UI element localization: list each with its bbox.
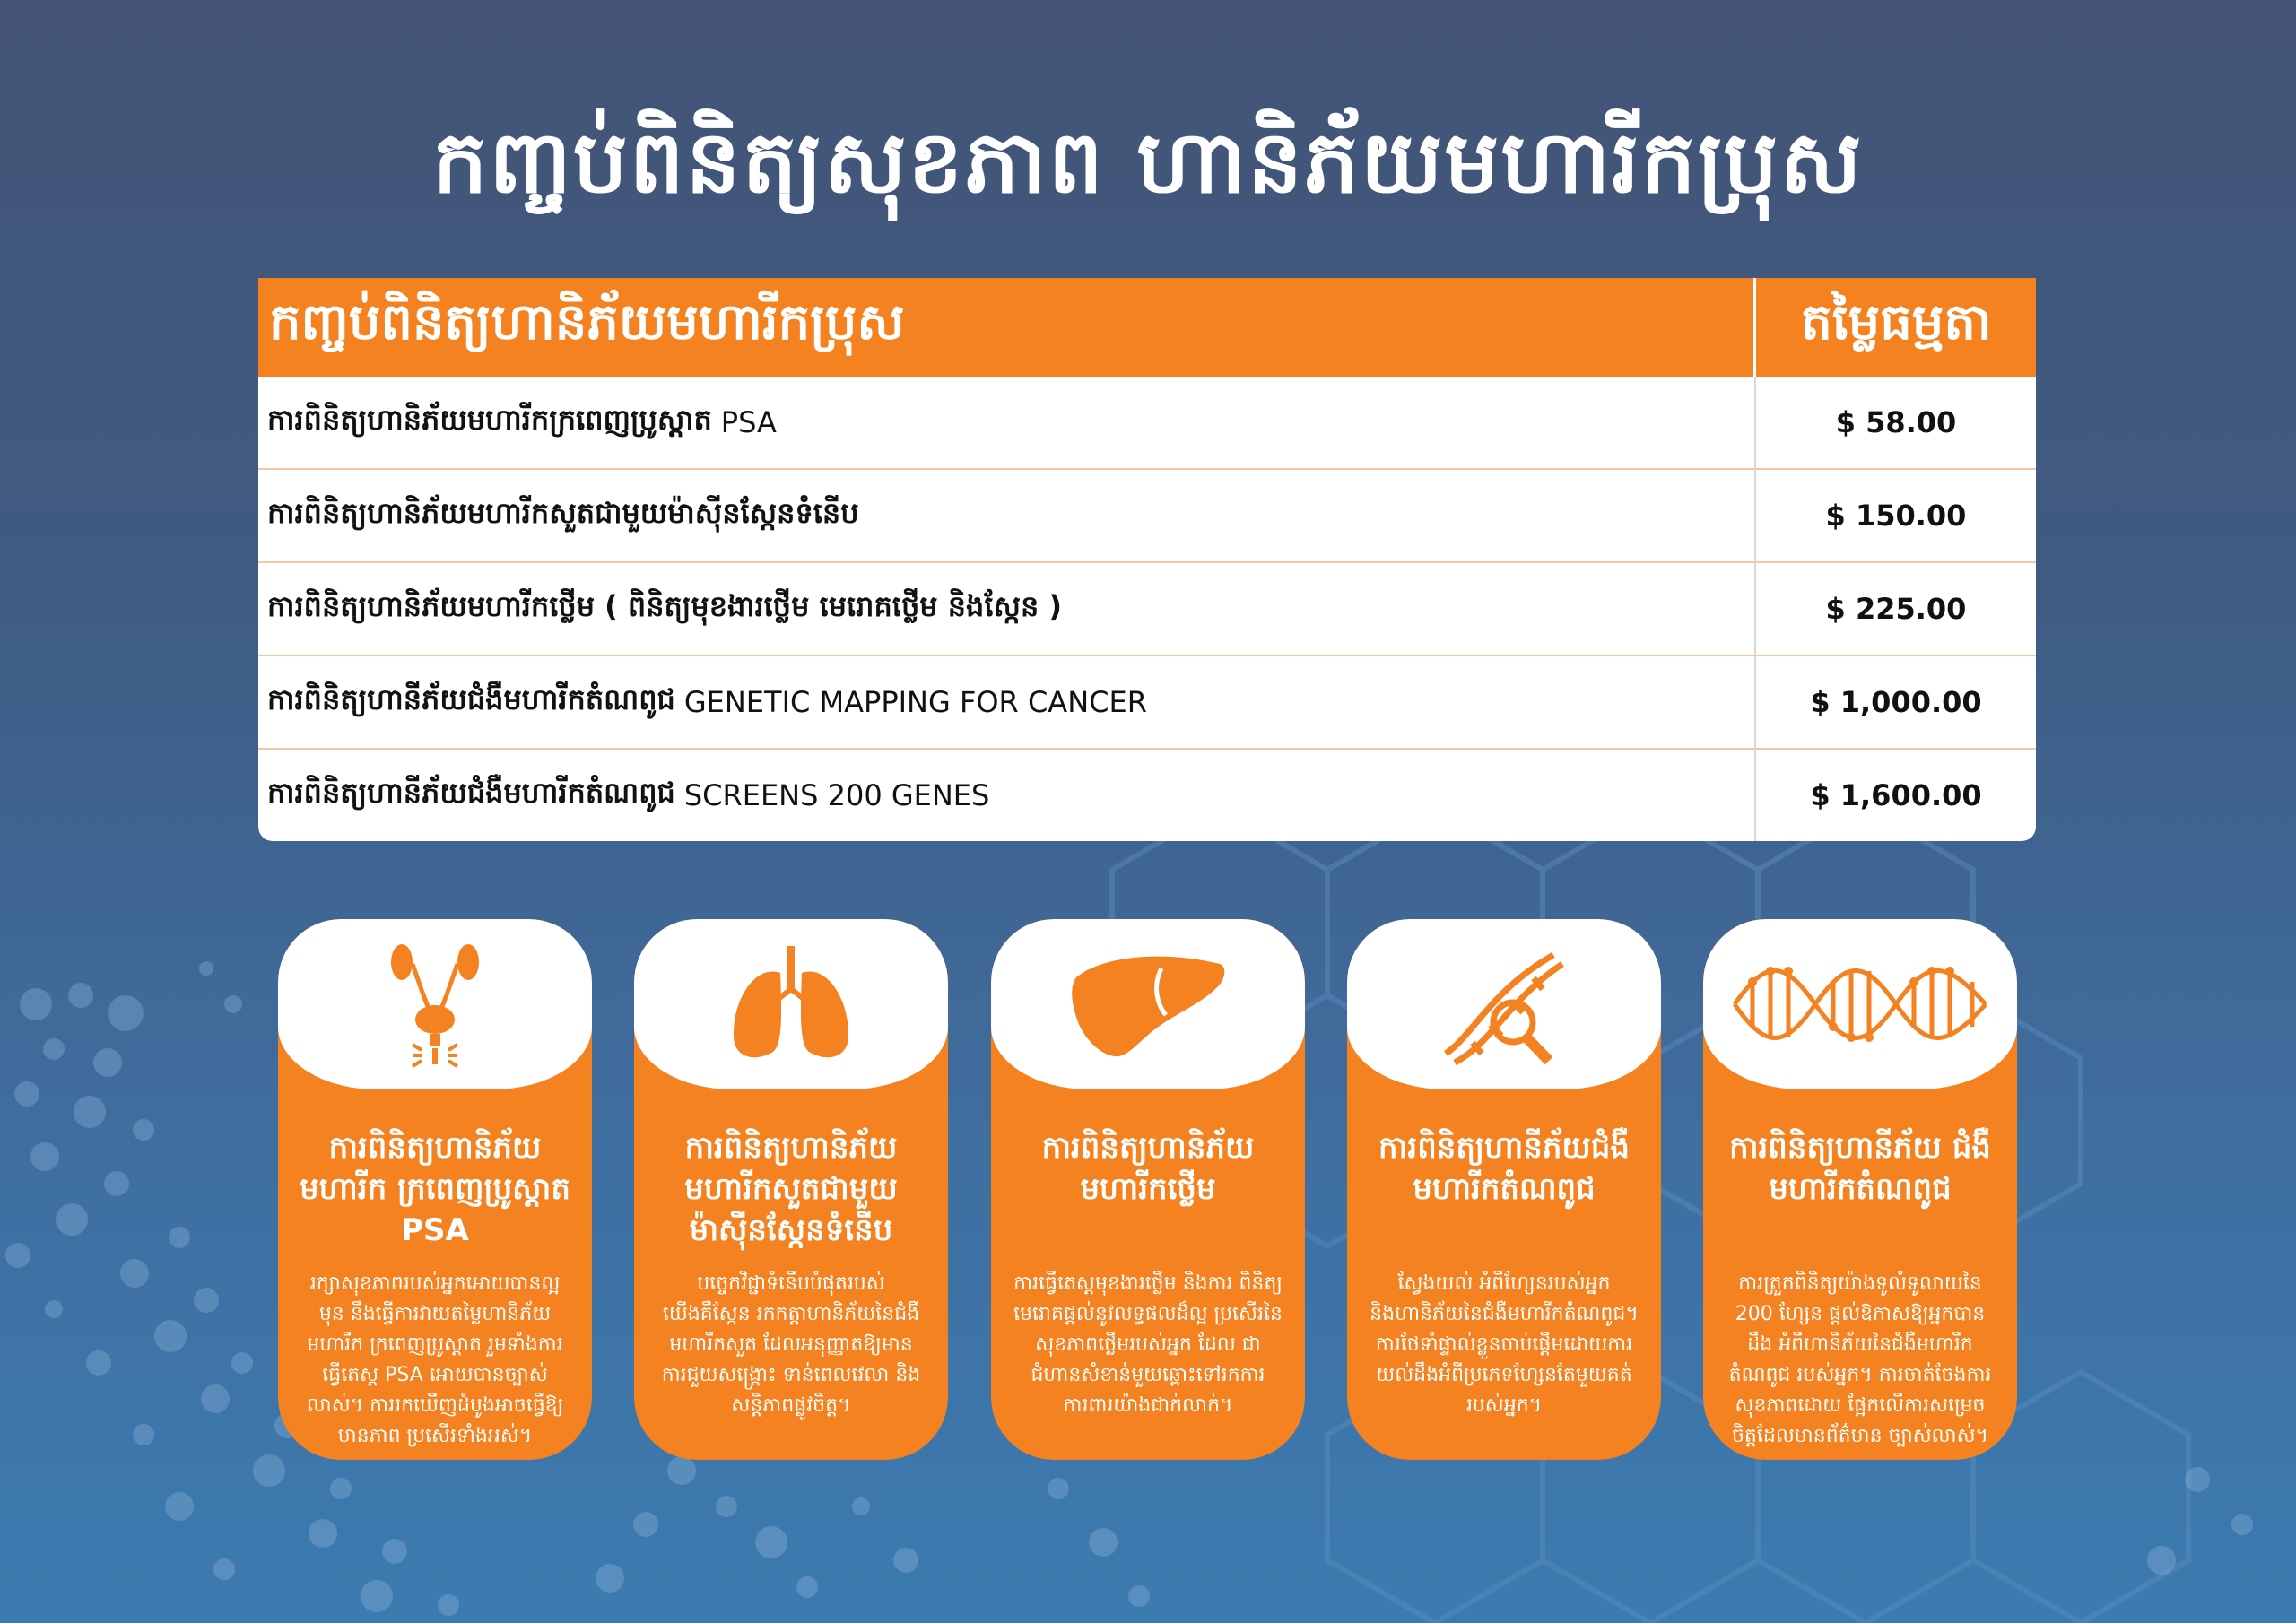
dna-strand-icon (1730, 955, 1990, 1054)
row-name-km: ការពិនិត្យហានិភ័យមហារីកសួតជាមួយម៉ាស៊ីនស្កែនទំនើប (267, 495, 859, 530)
card-icon-area (634, 919, 948, 1089)
row-price: $ 225.00 (1825, 592, 1967, 626)
card-description: រក្សាសុខភាពរបស់អ្នកអោយបានល្អមុន នឹងធ្វើការវាយតម្លៃហានិភ័យមហារីក ក្រពេញប្រូស្តាត រួមទាំងការធ្វើតេស្ត PSA អោយបានច្បាស់លាស់។ ការរកឃើញដំបូងអាចធ្វើឱ្យមានភាព ប្រសើរទាំងអស់។ (306, 1272, 564, 1447)
card-description: ស្វែងយល់ អំពីហ្សែនរបស់អ្នក និងហានិភ័យនៃជំងឺមហារីកតំណពូជ។ ការថែទាំផ្ទាល់ខ្លួនចាប់ផ្តើមដោយការ យល់ដឹងអំពីប្រភេទហ្សែនតែមួយគត់ របស់អ្នក។ (1370, 1272, 1639, 1417)
row-price: $ 1,000.00 (1810, 685, 1982, 719)
row-name-en: GENETIC MAPPING FOR CANCER (683, 685, 1147, 719)
row-price: $ 58.00 (1835, 405, 1957, 439)
liver-icon (1067, 950, 1229, 1058)
card-title: ការពិនិត្យហានិភ័យមហារីក ក្រពេញប្រូស្តាត PSA (300, 1130, 570, 1248)
row-name-en: SCREENS 200 GENES (683, 778, 990, 812)
table-body (258, 377, 2036, 841)
card-title: ការពិនិត្យហានីភ័យជំងឺ មហារីកតំណពូជ (1378, 1130, 1630, 1207)
row-name (258, 377, 1756, 468)
header-package: កញ្ចប់ពិនិត្យហានិភ័យមហារីកប្រុស (258, 278, 1756, 377)
card-icon-area (1347, 919, 1661, 1089)
card-prostate (278, 919, 592, 1460)
row-name (258, 563, 1756, 655)
lungs-icon (728, 946, 854, 1063)
row-name (258, 470, 1756, 561)
row-name (258, 750, 1756, 841)
table-row (258, 470, 2036, 563)
table-row (258, 750, 2036, 841)
dna-search-icon (1437, 937, 1571, 1072)
card-icon-area (991, 919, 1305, 1089)
card-title: ការពិនិត្យហានីភ័យ ជំងឺមហារីកតំណពូជ (1729, 1130, 1991, 1207)
row-name-km: ការពិនិត្យហានីភ័យជំងឺមហារីកតំណពូជ (267, 681, 675, 716)
card-icon-area (278, 919, 592, 1089)
table-row (258, 377, 2036, 470)
card-icon-area (1703, 919, 2017, 1089)
table-row (258, 656, 2036, 750)
card-screens-200-genes (1703, 919, 2017, 1460)
card-description: បច្ចេកវិជ្ជាទំនើបបំផុតរបស់យើងគឺស្កែន រកកត្តាហានិភ័យនៃជំងឺមហារីកសួត ដែលអនុញ្ញាតឱ្យមានការជួយសង្គ្រោះ ទាន់ពេលវេលា និងសន្តិភាពផ្លូវចិត្ត។ (661, 1272, 921, 1417)
price-table (258, 278, 2036, 841)
card-title: ការពិនិត្យហានិភ័យ មហារីកសួតជាមួយ ម៉ាស៊ីនស្កែនទំនើប (684, 1130, 898, 1248)
card-title: ការពិនិត្យហានិភ័យ មហារីកថ្លើម (1041, 1130, 1255, 1207)
card-genetic-mapping (1347, 919, 1661, 1460)
row-name-km: ការពិនិត្យហានីភ័យជំងឺមហារីកតំណពូជ (267, 775, 675, 810)
row-name-km: ការពិនិត្យហានិភ័យមហារីកក្រពេញប្រូស្តាត (267, 402, 712, 437)
row-price: $ 150.00 (1825, 499, 1967, 533)
card-lung (634, 919, 948, 1460)
card-liver (991, 919, 1305, 1460)
kidney-bladder-icon (386, 937, 484, 1072)
page-title: កញ្ចប់ពិនិត្យសុខភាព ហានិភ័យមហារីកប្រុស (432, 112, 1864, 213)
header-price: តម្លៃធម្មតា (1800, 293, 1992, 352)
row-price: $ 1,600.00 (1810, 778, 1982, 812)
card-description: ការត្រួតពិនិត្យយ៉ាងទូលំទូលាយនៃ 200 ហ្សែន ផ្តល់ឱកាសឱ្យអ្នកបានដឹង អំពីហានិភ័យនៃជំងឺមហារីកតំណពូជ របស់អ្នក។ ការចាត់ចែងការសុខភាពដោយ ផ្អែកលើការសម្រេចចិត្តដែលមានព័ត៌មាន ច្បាស់លាស់។ (1728, 1272, 1992, 1447)
row-name (258, 656, 1756, 748)
table-row (258, 563, 2036, 656)
row-name-km: ការពិនិត្យហានិភ័យមហារីកថ្លើម ( ពិនិត្យមុខងារថ្លើម មេរោគថ្លើម និងស្កែន ) (267, 588, 1063, 623)
card-description: ការធ្វើតេស្តមុខងារថ្លើម និងការ ពិនិត្យមេរោគផ្តល់នូវលទ្ធផលដ៏ល្អ ប្រសើរនៃសុខភាពថ្លើមរបស់អ្នក ដែល ជាជំហានសំខាន់មួយឆ្ពោះទៅរកការ ការពារយ៉ាងជាក់លាក់។ (1013, 1272, 1283, 1417)
table-header (258, 278, 2036, 377)
row-name-en: PSA (720, 405, 777, 439)
